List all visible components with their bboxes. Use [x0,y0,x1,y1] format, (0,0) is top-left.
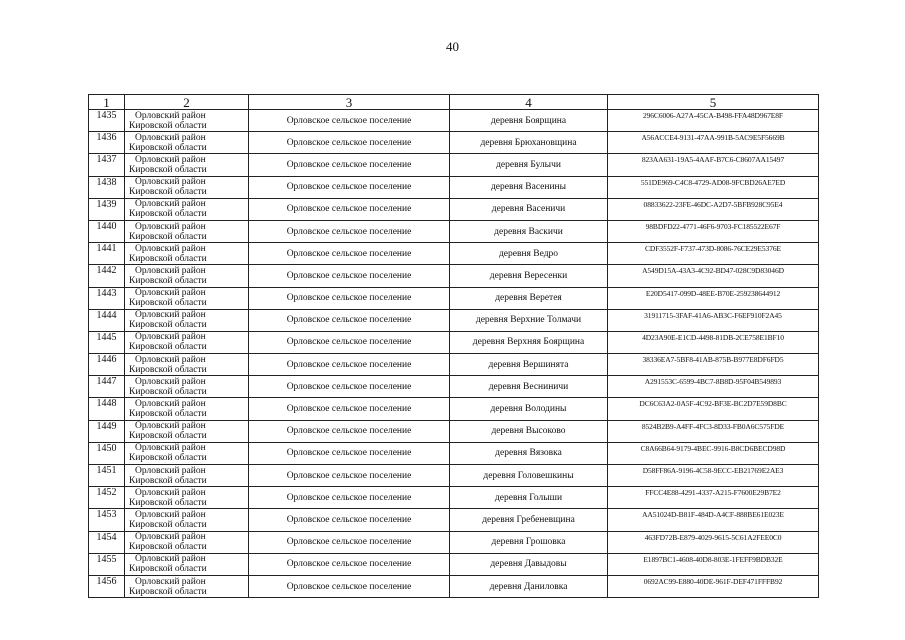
row-number: 1439 [89,198,125,220]
table-row [89,198,819,220]
settlement-cell: Орловское сельское поселение [249,287,450,309]
column-header-5: 5 [608,95,819,110]
fias-code-cell: FFCC4E88-4291-4337-A215-F7600E29B7E2 [608,487,819,509]
region-name: Кировской области [129,364,207,375]
district-name: Орловский район [135,332,206,343]
district-name: Орловский район [135,532,206,543]
settlement-cell: Орловское сельское поселение [249,243,450,265]
settlement-cell: Орловское сельское поселение [249,442,450,464]
district-cell [125,398,249,420]
row-number: 1437 [89,154,125,176]
settlement-cell: Орловское сельское поселение [249,575,450,597]
district-cell [125,176,249,198]
column-header-4: 4 [450,95,608,110]
region-name: Кировской области [129,475,207,486]
row-number: 1448 [89,398,125,420]
district-name: Орловский район [135,376,206,387]
region-name: Кировской области [129,164,207,175]
region-name: Кировской области [129,142,207,153]
district-name: Орловский район [135,354,206,365]
fias-code-cell: C8A66B64-9179-4BEC-9916-B8CD6BECD98D [608,442,819,464]
region-name: Кировской области [129,275,207,286]
village-cell: деревня Боярщина [450,110,608,132]
settlement-cell: Орловское сельское поселение [249,331,450,353]
row-number: 1444 [89,309,125,331]
district-cell [125,531,249,553]
region-name: Кировской области [129,209,207,220]
row-number: 1456 [89,575,125,597]
region-name: Кировской области [129,564,207,575]
district-name: Орловский район [135,199,206,210]
village-cell: деревня Ведро [450,243,608,265]
village-cell: деревня Брюхановщина [450,132,608,154]
row-number: 1446 [89,354,125,376]
row-number: 1447 [89,376,125,398]
district-cell [125,132,249,154]
village-cell: деревня Даниловка [450,575,608,597]
fias-code-cell: 38336EA7-5BF8-41AB-875B-B977E8DF6FD5 [608,354,819,376]
region-name: Кировской области [129,453,207,464]
district-name: Орловский район [135,265,206,276]
district-name: Орловский район [135,110,206,121]
district-name: Орловский район [135,243,206,254]
region-name: Кировской области [129,342,207,353]
fias-code-cell: DC6C63A2-0A5F-4C92-BF3E-BC2D7E59D8BC [608,398,819,420]
fias-code-cell: CDF3552F-F737-473D-8086-76CE29E5376E [608,243,819,265]
region-name: Кировской области [129,231,207,242]
settlement-cell: Орловское сельское поселение [249,487,450,509]
row-number: 1442 [89,265,125,287]
fias-code-cell: 823AA631-19A5-4AAF-B7C6-C8607AA15497 [608,154,819,176]
row-number: 1436 [89,132,125,154]
settlement-cell: Орловское сельское поселение [249,420,450,442]
registry-table [88,94,819,598]
row-number: 1443 [89,287,125,309]
region-name: Кировской области [129,120,207,131]
district-cell [125,487,249,509]
district-cell [125,420,249,442]
table-row [89,243,819,265]
fias-code-cell: 0692AC99-E880-40DE-961F-DEF471FFFB92 [608,575,819,597]
region-name: Кировской области [129,298,207,309]
village-cell: деревня Вершинята [450,354,608,376]
district-name: Орловский район [135,221,206,232]
district-name: Орловский район [135,288,206,299]
district-name: Орловский район [135,443,206,454]
district-cell [125,265,249,287]
district-name: Орловский район [135,487,206,498]
village-cell: деревня Голыши [450,487,608,509]
district-name: Орловский район [135,465,206,476]
district-name: Орловский район [135,154,206,165]
village-cell: деревня Васкичи [450,220,608,242]
fias-code-cell: 4D23A90E-E1CD-4498-81DB-2CE758E1BF10 [608,331,819,353]
settlement-cell: Орловское сельское поселение [249,354,450,376]
district-name: Орловский район [135,421,206,432]
region-name: Кировской области [129,542,207,553]
settlement-cell: Орловское сельское поселение [249,198,450,220]
row-number: 1445 [89,331,125,353]
district-cell [125,442,249,464]
fias-code-cell: 98BDFD22-4771-46F6-9703-FC185522E67F [608,220,819,242]
row-number: 1440 [89,220,125,242]
village-cell: деревня Весниничи [450,376,608,398]
village-cell: деревня Давыдовы [450,553,608,575]
table-row [89,420,819,442]
settlement-cell: Орловское сельское поселение [249,154,450,176]
village-cell: деревня Грошовка [450,531,608,553]
village-cell: деревня Володины [450,398,608,420]
district-cell [125,575,249,597]
table-row [89,442,819,464]
table-row [89,376,819,398]
fias-code-cell: 463FD72B-E879-4029-9615-5C61A2FEE0C0 [608,531,819,553]
region-name: Кировской области [129,253,207,264]
fias-code-cell: 296C6006-A27A-45CA-B498-FFA48D967E8F [608,110,819,132]
column-header-2: 2 [125,95,249,110]
region-name: Кировской области [129,409,207,420]
row-number: 1441 [89,243,125,265]
fias-code-cell: E1897BC1-4608-40D8-803E-1FEFF9BDB32E [608,553,819,575]
row-number: 1451 [89,465,125,487]
table-row [89,487,819,509]
district-cell [125,110,249,132]
district-cell [125,287,249,309]
header-row [89,95,819,110]
table-row [89,509,819,531]
fias-code-cell: 8524B2B9-A4FF-4FC3-8D33-FB0A6C575FDE [608,420,819,442]
region-name: Кировской области [129,497,207,508]
region-name: Кировской области [129,320,207,331]
region-name: Кировской области [129,431,207,442]
page-number: 40 [446,39,459,54]
village-cell: деревня Вересенки [450,265,608,287]
table-row [89,110,819,132]
fias-code-cell: 551DE969-C4C8-4729-AD08-9FCBD26AE7ED [608,176,819,198]
table-row [89,287,819,309]
table-row [89,354,819,376]
fias-code-cell: 31911715-3FAF-41A6-AB3C-F6EF910F2A45 [608,309,819,331]
settlement-cell: Орловское сельское поселение [249,110,450,132]
district-name: Орловский район [135,177,206,188]
settlement-cell: Орловское сельское поселение [249,309,450,331]
district-cell [125,309,249,331]
row-number: 1455 [89,553,125,575]
table-row [89,265,819,287]
settlement-cell: Орловское сельское поселение [249,265,450,287]
village-cell: деревня Верхняя Боярщина [450,331,608,353]
village-cell: деревня Верхние Толмачи [450,309,608,331]
region-name: Кировской области [129,386,207,397]
district-name: Орловский район [135,554,206,565]
table-row [89,309,819,331]
table-row [89,154,819,176]
column-header-1: 1 [89,95,125,110]
district-cell [125,553,249,575]
table-row [89,132,819,154]
settlement-cell: Орловское сельское поселение [249,553,450,575]
district-cell [125,354,249,376]
table-row [89,553,819,575]
village-cell: деревня Васеничи [450,198,608,220]
fias-code-cell: A56ACCE4-9131-47AA-991B-5AC9E5F5669B [608,132,819,154]
row-number: 1450 [89,442,125,464]
district-cell [125,220,249,242]
settlement-cell: Орловское сельское поселение [249,398,450,420]
district-cell [125,465,249,487]
row-number: 1438 [89,176,125,198]
district-name: Орловский район [135,132,206,143]
village-cell: деревня Вязовка [450,442,608,464]
village-cell: деревня Высоково [450,420,608,442]
region-name: Кировской области [129,586,207,597]
table-row [89,465,819,487]
row-number: 1453 [89,509,125,531]
district-cell [125,243,249,265]
village-cell: деревня Головешкины [450,465,608,487]
district-cell [125,331,249,353]
fias-code-cell: A291553C-6599-4BC7-8B8D-95F04B549893 [608,376,819,398]
fias-code-cell: D58FF86A-9196-4C58-9ECC-EB21769E2AE3 [608,465,819,487]
table-body [89,110,819,598]
district-name: Орловский район [135,310,206,321]
fias-code-cell: E20D5417-099D-48EE-B70E-259238644912 [608,287,819,309]
row-number: 1454 [89,531,125,553]
settlement-cell: Орловское сельское поселение [249,220,450,242]
settlement-cell: Орловское сельское поселение [249,176,450,198]
settlement-cell: Орловское сельское поселение [249,465,450,487]
settlement-cell: Орловское сельское поселение [249,132,450,154]
settlement-cell: Орловское сельское поселение [249,509,450,531]
table-row [89,176,819,198]
region-name: Кировской области [129,519,207,530]
settlement-cell: Орловское сельское поселение [249,531,450,553]
settlement-cell: Орловское сельское поселение [249,376,450,398]
village-cell: деревня Васенины [450,176,608,198]
district-name: Орловский район [135,509,206,520]
table-row [89,398,819,420]
village-cell: деревня Веретея [450,287,608,309]
district-name: Орловский район [135,399,206,410]
column-header-3: 3 [249,95,450,110]
district-cell [125,376,249,398]
fias-code-cell: AA51024D-B81F-484D-A4CF-888BE61E023E [608,509,819,531]
row-number: 1435 [89,110,125,132]
district-cell [125,509,249,531]
fias-code-cell: A549D15A-43A3-4C92-BD47-028C9D83046D [608,265,819,287]
region-name: Кировской области [129,187,207,198]
table-row [89,531,819,553]
row-number: 1452 [89,487,125,509]
district-name: Орловский район [135,576,206,587]
table-row [89,331,819,353]
village-cell: деревня Булычи [450,154,608,176]
row-number: 1449 [89,420,125,442]
district-cell [125,154,249,176]
table-row [89,220,819,242]
district-cell [125,198,249,220]
fias-code-cell: 08833622-23FE-46DC-A2D7-5BFB928C95E4 [608,198,819,220]
table-row [89,575,819,597]
village-cell: деревня Гребеневщина [450,509,608,531]
